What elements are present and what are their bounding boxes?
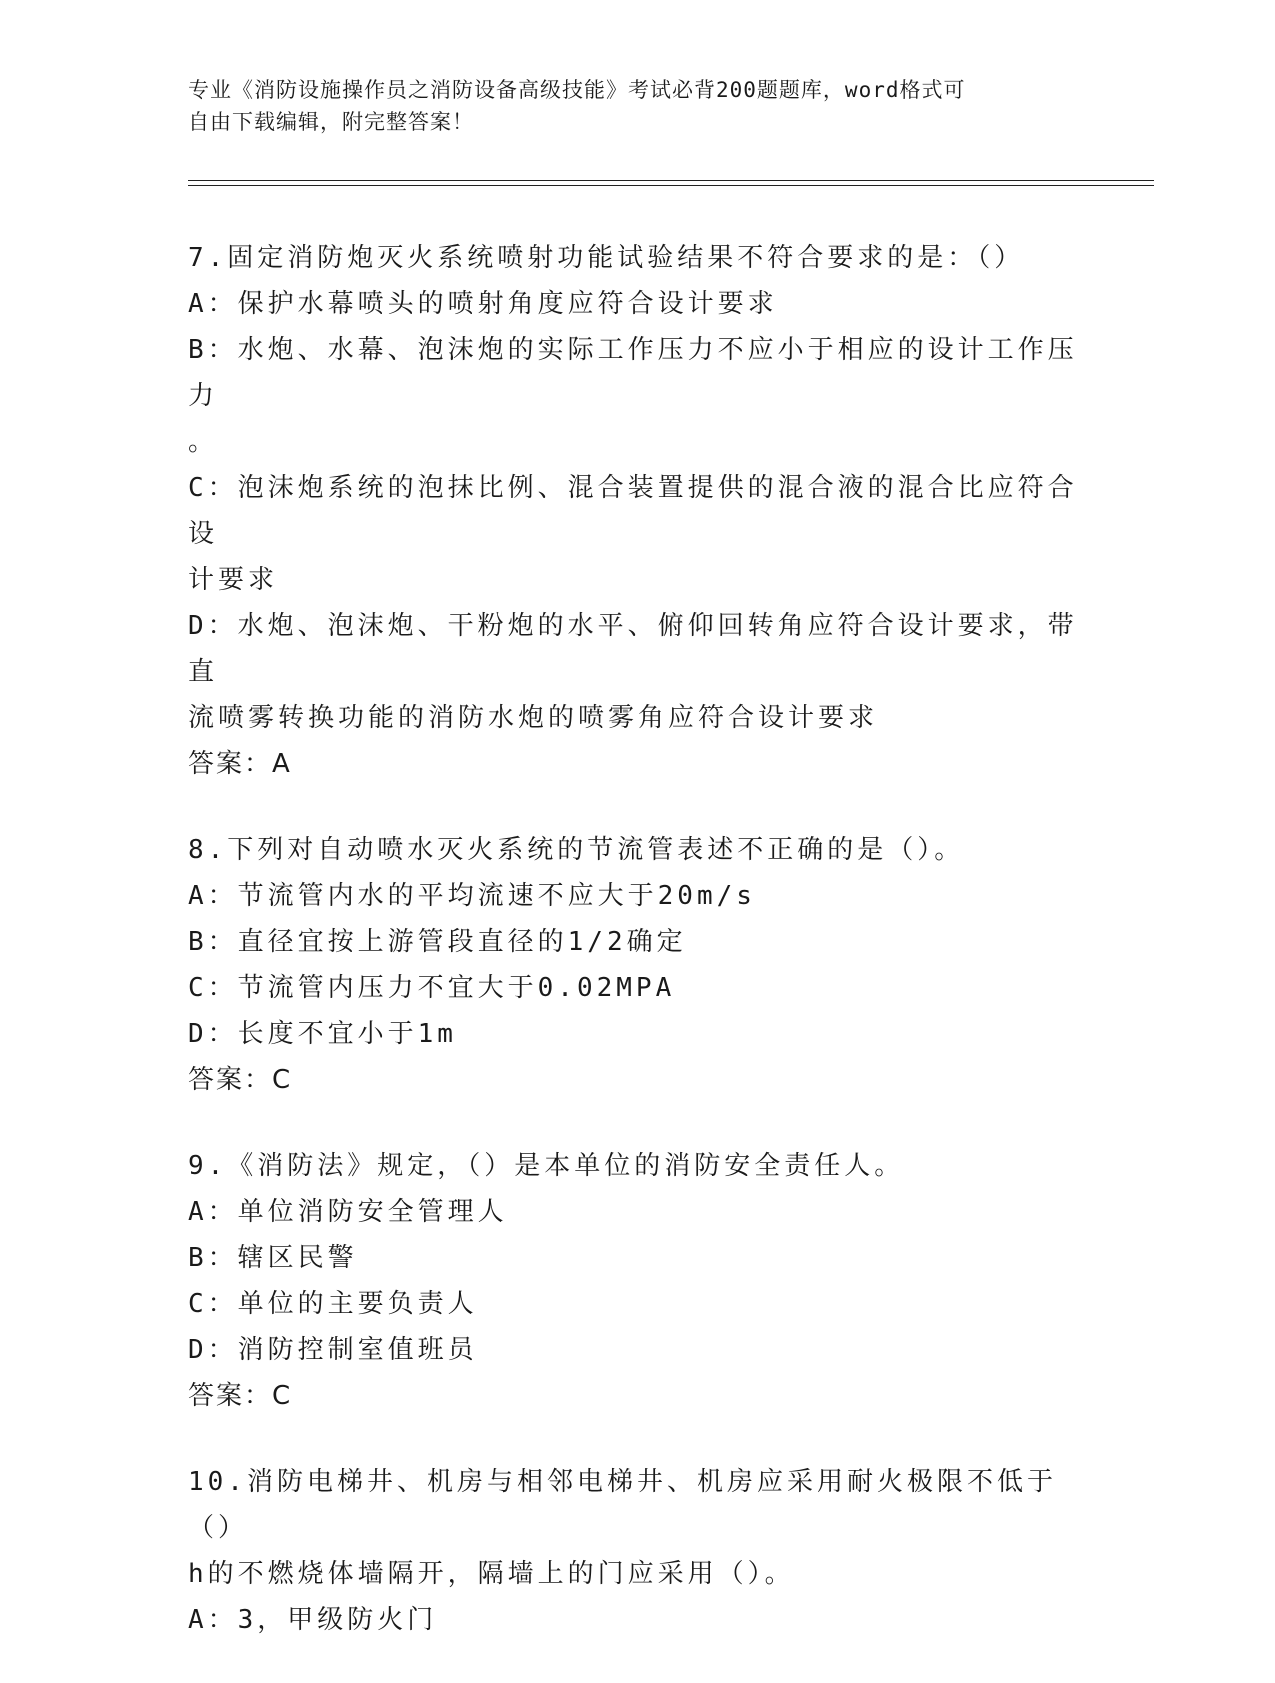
option-text-continued: 计要求 [188,565,279,595]
question-10 [188,1459,1078,1643]
option-d: D：长度不宜小于1m [188,1019,457,1049]
answer-label: 答案：C [188,1065,293,1095]
option-d: D：消防控制室值班员 [188,1335,478,1365]
document-header [188,74,1078,138]
option-a: A：单位消防安全管理人 [188,1197,508,1227]
question-stem: 8.下列对自动喷水灭火系统的节流管表述不正确的是（）。 [188,835,965,865]
option-c [188,465,1078,603]
option-text: C：泡沫炮系统的泡抹比例、混合装置提供的混合液的混合比应符合设 [188,473,1078,549]
header-line-2: 自由下载编辑，附完整答案！ [188,110,474,134]
header-divider-top [188,180,1154,181]
question-stem: 7.固定消防炮灭火系统喷射功能试验结果不符合要求的是：（） [188,243,1025,273]
question-stem-continued: h的不燃烧体墙隔开，隔墙上的门应采用（）。 [188,1559,795,1589]
question-list [188,235,1078,1683]
option-a [188,281,1078,327]
question-stem: 10.消防电梯井、机房与相邻电梯井、机房应采用耐火极限不低于（） [188,1467,1057,1543]
header-line-1: 专业《消防设施操作员之消防设备高级技能》考试必背200题题库，word格式可 [188,78,966,102]
option-text: B：水炮、水幕、泡沫炮的实际工作压力不应小于相应的设计工作压力 [188,335,1078,411]
question-8 [188,827,1078,1103]
answer-label: 答案：A [188,749,292,779]
option-b: B：直径宜按上游管段直径的1/2确定 [188,927,687,957]
option-b: B：辖区民警 [188,1243,358,1273]
question-7 [188,235,1078,787]
option-text: D：水炮、泡沫炮、干粉炮的水平、俯仰回转角应符合设计要求，带直 [188,611,1078,687]
option-d [188,603,1078,741]
question-stem: 9.《消防法》规定，（）是本单位的消防安全责任人。 [188,1151,905,1181]
option-a: A：3，甲级防火门 [188,1605,438,1635]
option-c: C：节流管内压力不宜大于0.02MPA [188,973,676,1003]
header-divider-bottom [188,185,1154,186]
option-text-continued: 。 [188,427,219,457]
option-text-continued: 流喷雾转换功能的消防水炮的喷雾角应符合设计要求 [188,703,879,733]
answer-label: 答案：C [188,1381,293,1411]
option-a: A：节流管内水的平均流速不应大于20m/s [188,881,756,911]
option-text: A：保护水幕喷头的喷射角度应符合设计要求 [188,289,778,319]
option-c: C：单位的主要负责人 [188,1289,478,1319]
question-9 [188,1143,1078,1419]
option-b [188,327,1078,465]
